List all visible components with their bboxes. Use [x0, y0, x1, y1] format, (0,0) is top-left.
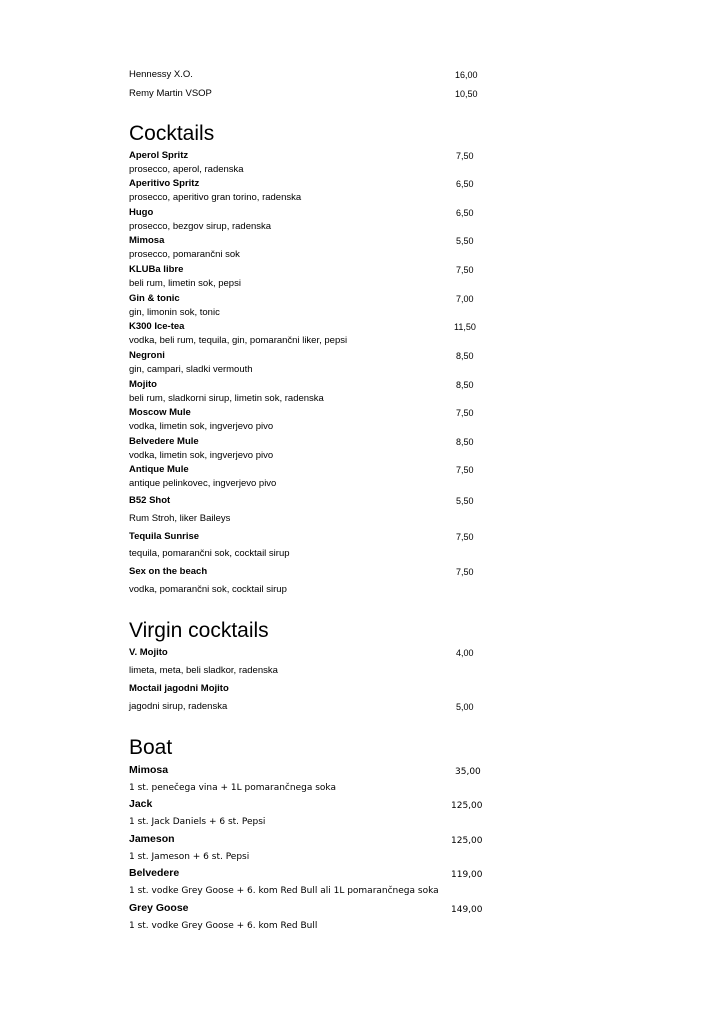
section-title-cocktails: Cocktails	[129, 122, 215, 145]
menu-item-price: 5,50	[456, 236, 474, 246]
menu-item-desc: prosecco, pomarančni sok	[129, 249, 240, 260]
menu-item-desc: jagodni sirup, radenska	[129, 701, 228, 712]
menu-item-price: 119,00	[451, 870, 483, 880]
menu-item-desc: gin, limonin sok, tonic	[129, 307, 220, 318]
menu-item-desc: beli rum, limetin sok, pepsi	[129, 278, 241, 289]
menu-item-desc: 1 st. vodke Grey Goose + 6. kom Red Bull ali 1L pomarančnega soka	[129, 886, 439, 896]
menu-item-desc: limeta, meta, beli sladkor, radenska	[129, 665, 278, 676]
menu-item-desc: tequila, pomarančni sok, cocktail sirup	[129, 548, 290, 559]
menu-item-name: Hugo	[129, 207, 154, 218]
menu-item-price: 35,00	[455, 767, 481, 777]
menu-item-price: 7,50	[456, 465, 474, 475]
menu-item-name: Sex on the beach	[129, 566, 208, 577]
menu-item-desc: Rum Stroh, liker Baileys	[129, 513, 231, 524]
menu-item-price: 10,50	[455, 89, 478, 99]
menu-item-name: Belvedere	[129, 867, 180, 879]
menu-item-desc: vodka, limetin sok, ingverjevo pivo	[129, 421, 274, 432]
menu-item-name: KLUBa libre	[129, 264, 184, 275]
menu-item-price: 7,50	[456, 265, 474, 275]
menu-item-desc: prosecco, bezgov sirup, radenska	[129, 221, 272, 232]
menu-item-price: 8,50	[456, 437, 474, 447]
menu-item-price: 16,00	[455, 70, 478, 80]
menu-item-name: Tequila Sunrise	[129, 531, 200, 542]
menu-item-price: 7,50	[456, 151, 474, 161]
menu-item-name: Gin & tonic	[129, 293, 180, 304]
menu-item-desc: beli rum, sladkorni sirup, limetin sok, radenska	[129, 393, 324, 404]
menu-item-name: Aperol Spritz	[129, 150, 189, 161]
section-title-virgin-cocktails: Virgin cocktails	[129, 619, 269, 642]
menu-item-name: Jack	[129, 798, 153, 810]
menu-item-name: Mimosa	[129, 764, 169, 776]
menu-item-desc: prosecco, aperol, radenska	[129, 164, 244, 175]
menu-item-name: V. Mojito	[129, 647, 168, 658]
menu-item-name: Jameson	[129, 833, 175, 845]
menu-item-price: 8,50	[456, 351, 474, 361]
menu-item-price: 149,00	[451, 905, 483, 915]
menu-item-price: 5,00	[456, 702, 474, 712]
menu-item-name: Negroni	[129, 350, 165, 361]
menu-item-price: 125,00	[451, 801, 483, 811]
menu-item-desc: 1 st. penečega vina + 1L pomarančnega soka	[129, 783, 336, 793]
section-title-boat: Boat	[129, 736, 173, 759]
menu-item-desc: prosecco, aperitivo gran torino, radenska	[129, 192, 302, 203]
menu-item-desc: vodka, pomarančni sok, cocktail sirup	[129, 584, 287, 595]
menu-item-desc: 1 st. Jack Daniels + 6 st. Pepsi	[129, 817, 266, 827]
menu-item-name: Aperitivo Spritz	[129, 178, 200, 189]
menu-item-price: 7,00	[456, 294, 474, 304]
menu-item-name: Remy Martin VSOP	[129, 88, 212, 99]
menu-item-desc: 1 st. Jameson + 6 st. Pepsi	[129, 852, 250, 862]
menu-item-desc: vodka, limetin sok, ingverjevo pivo	[129, 450, 274, 461]
menu-item-name: Moscow Mule	[129, 407, 191, 418]
menu-item-name: B52 Shot	[129, 495, 171, 506]
menu-item-name: Grey Goose	[129, 902, 189, 914]
menu-item-desc: gin, campari, sladki vermouth	[129, 364, 253, 375]
menu-item-price: 6,50	[456, 179, 474, 189]
menu-item-price: 125,00	[451, 836, 483, 846]
menu-item-name: Mojito	[129, 379, 157, 390]
menu-item-desc: antique pelinkovec, ingverjevo pivo	[129, 478, 277, 489]
menu-item-desc: 1 st. vodke Grey Goose + 6. kom Red Bull	[129, 921, 318, 931]
menu-item-name: Hennessy X.O.	[129, 69, 193, 80]
menu-item-price: 11,50	[454, 322, 476, 332]
menu-item-price: 5,50	[456, 496, 474, 506]
menu-item-price: 4,00	[456, 648, 474, 658]
menu-item-price: 7,50	[456, 408, 474, 418]
menu-item-name: Moctail jagodni Mojito	[129, 683, 229, 694]
menu-item-name: Antique Mule	[129, 464, 189, 475]
menu-item-desc: vodka, beli rum, tequila, gin, pomarančni liker, pepsi	[129, 335, 348, 346]
menu-item-price: 8,50	[456, 380, 474, 390]
menu-item-name: K300 Ice-tea	[129, 321, 185, 332]
menu-item-name: Belvedere Mule	[129, 436, 199, 447]
menu-item-price: 7,50	[456, 532, 474, 542]
menu-item-name: Mimosa	[129, 235, 165, 246]
menu-item-price: 7,50	[456, 567, 474, 577]
menu-item-price: 6,50	[456, 208, 474, 218]
